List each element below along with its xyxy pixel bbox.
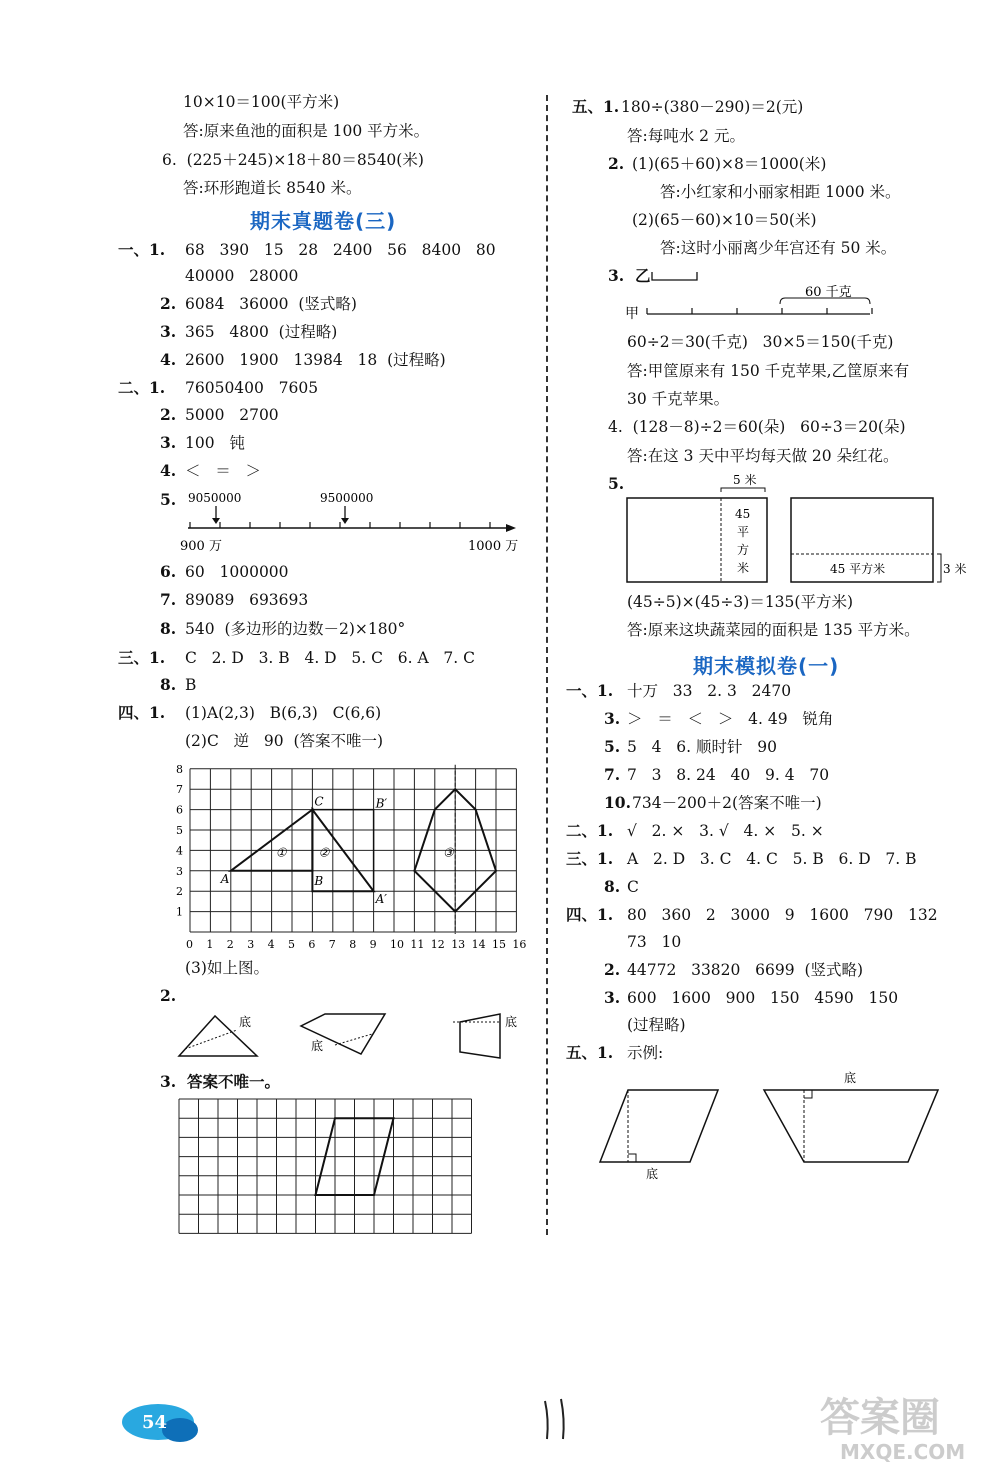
- y-tick-label: 7: [176, 783, 183, 797]
- question-number: 2.: [160, 405, 177, 424]
- question-number: 5.: [160, 490, 177, 509]
- numberline-start: 900 万: [180, 539, 222, 554]
- x-tick-label: 11: [410, 938, 425, 951]
- text-line: 答:环形跑道长 8540 米。: [183, 179, 362, 197]
- base-label: 底: [239, 1015, 252, 1029]
- example-shapes: [598, 1068, 943, 1181]
- base-label: 底: [505, 1015, 518, 1029]
- question-number: 4.: [160, 350, 177, 369]
- answer-text: (3)如上图。: [185, 959, 269, 977]
- area-label: 方: [737, 543, 750, 557]
- answer-text: √ 2. × 3. √ 4. × 5. ×: [627, 822, 824, 840]
- point-label-a: A: [220, 871, 230, 886]
- answer-text: 40000 28000: [185, 267, 299, 285]
- jia-label: 甲: [625, 306, 639, 322]
- text-line: 10×10＝100(平方米): [183, 93, 340, 111]
- y-tick-label: 4: [176, 844, 183, 858]
- region-label: ①: [275, 845, 287, 860]
- answer-text: (45÷5)×(45÷3)＝135(平方米): [627, 593, 853, 611]
- section-title: 期末真题卷(三): [250, 209, 397, 233]
- answer-text: 100 钝: [185, 434, 245, 452]
- answer-text: ＞ ＝ ＜ ＞ 4. 49 锐角: [627, 710, 834, 728]
- answer-text: 答:小红家和小丽家相距 1000 米。: [660, 183, 901, 201]
- x-tick-label: 9: [369, 938, 377, 951]
- answer-text: (2)(65－60)×10＝50(米): [632, 211, 817, 229]
- y-tick-label: 6: [176, 803, 183, 817]
- base-label: 底: [646, 1167, 659, 1181]
- question-number: 五、1.: [572, 97, 620, 116]
- question-number: 7.: [160, 590, 177, 609]
- question-number: 四、1.: [118, 703, 166, 722]
- point-label-c: C: [314, 794, 324, 809]
- answer-text: 44772 33820 6699 (竖式略): [627, 961, 864, 979]
- answer-text: (过程略): [627, 1016, 686, 1034]
- x-tick-label: 12: [430, 938, 445, 951]
- question-number: 五、1.: [566, 1043, 614, 1062]
- point-label-b: B: [314, 873, 324, 888]
- y-tick-label: 5: [176, 824, 183, 837]
- x-tick-label: 15: [492, 938, 506, 951]
- area-label: 45 平方米: [830, 562, 886, 576]
- numberline-label-a: 9050000: [188, 491, 242, 505]
- answer-text: A 2. D 3. C 4. C 5. B 6. D 7. B: [627, 850, 917, 868]
- column-divider: [546, 95, 548, 1235]
- coordinate-grid: [170, 760, 530, 955]
- watermark-url: MXQE.COM: [840, 1440, 966, 1464]
- handwritten-mark: [535, 1395, 575, 1445]
- point-label-b-prime: B′: [375, 796, 388, 811]
- answer-text: 73 10: [627, 933, 682, 951]
- area-label: 平: [737, 525, 750, 539]
- answer-text: ＜ ＝ ＞: [185, 462, 262, 480]
- question-number: 2.: [160, 986, 177, 1005]
- x-tick-label: 4: [267, 938, 275, 951]
- region-label: ②: [318, 845, 330, 860]
- question-number: 8.: [160, 619, 177, 638]
- x-tick-label: 1: [206, 938, 214, 951]
- x-tick-label: 7: [328, 938, 336, 951]
- question-number: 3. 乙: [608, 266, 651, 285]
- answer-text: 十万 33 2. 3 2470: [627, 682, 792, 700]
- watermark: 答案圈: [820, 1395, 940, 1441]
- answer-text: 5 4 6. 顺时针 90: [627, 738, 778, 756]
- question-number: 4.: [160, 461, 177, 480]
- question-number: 2.: [604, 960, 621, 979]
- answer-text: 180÷(380－290)＝2(元): [621, 98, 804, 116]
- x-tick-label: 13: [451, 938, 466, 951]
- x-tick-label: 14: [471, 938, 486, 951]
- question-number: 一、1.: [118, 240, 166, 259]
- page-number: 54: [142, 1412, 168, 1433]
- height-drawings: [175, 1012, 535, 1062]
- numberline-end: 1000 万: [468, 539, 519, 554]
- text-line: 6. (225＋245)×18＋80＝8540(米): [162, 151, 424, 169]
- question-number: 三、1.: [566, 849, 614, 868]
- y-tick-label: 1: [176, 905, 183, 919]
- question-number: 3. 答案不唯一。: [160, 1072, 280, 1091]
- width-label: 5 米: [733, 473, 757, 487]
- region-label: ③: [443, 845, 454, 860]
- answer-text: 60÷2＝30(千克) 30×5＝150(千克): [627, 333, 894, 351]
- question-number: 一、1.: [566, 681, 614, 700]
- question-number: 5.: [608, 474, 625, 493]
- answer-text: 答:原来这块蔬菜园的面积是 135 平方米。: [627, 621, 920, 639]
- text-line: 答:原来鱼池的面积是 100 平方米。: [183, 122, 430, 140]
- page-number-badge: [118, 1396, 208, 1446]
- answer-text: 68 390 15 28 2400 56 8400 80: [185, 241, 496, 259]
- answer-text: 600 1600 900 150 4590 150: [627, 989, 899, 1007]
- question-number: 二、1.: [118, 378, 166, 397]
- question-number: 10.: [604, 793, 631, 812]
- answer-text: 示例:: [627, 1044, 664, 1062]
- answer-text: 答:这时小丽离少年宫还有 50 米。: [660, 239, 897, 257]
- answer-text: 734－200＋2(答案不唯一): [632, 794, 822, 812]
- question-number: 二、1.: [566, 821, 614, 840]
- side-label: 3 米: [943, 562, 967, 576]
- area-label: 米: [737, 561, 750, 575]
- answer-text: 7 3 8. 24 40 9. 4 70: [627, 766, 830, 784]
- y-tick-label: 8: [176, 762, 183, 776]
- answer-text: (1)(65＋60)×8＝1000(米): [632, 155, 827, 173]
- answer-text: 30 千克苹果。: [627, 390, 730, 408]
- answer-text: 365 4800 (过程略): [185, 323, 338, 341]
- garden-diagram: [625, 470, 980, 588]
- y-tick-label: 3: [176, 864, 183, 878]
- answer-text: 4. (128－8)÷2＝60(朵) 60÷3＝20(朵): [608, 418, 906, 436]
- area-label: 45: [735, 507, 751, 521]
- answer-text: 76050400 7605: [185, 379, 319, 397]
- answer-text: (2)C 逆 90 (答案不唯一): [185, 732, 384, 750]
- answer-text: 5000 2700: [185, 406, 279, 424]
- x-tick-label: 10: [390, 938, 404, 951]
- y-tick-label: 2: [176, 885, 183, 899]
- answer-text: 6084 36000 (竖式略): [185, 295, 357, 313]
- question-number: 3.: [160, 322, 177, 341]
- section-title: 期末模拟卷(一): [693, 654, 840, 678]
- answer-text: C: [627, 878, 639, 896]
- question-number: 3.: [604, 988, 621, 1007]
- answer-text: 2600 1900 13984 18 (过程略): [185, 351, 446, 369]
- question-number: 7.: [604, 765, 621, 784]
- x-tick-label: 6: [308, 938, 316, 951]
- drawing-grid: [178, 1098, 478, 1238]
- question-number: 8.: [604, 877, 621, 896]
- point-label-a-prime: A′: [375, 892, 387, 907]
- answer-text: (1)A(2,3) B(6,3) C(6,6): [185, 704, 382, 722]
- question-number: 8.: [160, 675, 177, 694]
- answer-text: 60 1000000: [185, 563, 289, 581]
- question-number: 三、1.: [118, 648, 166, 667]
- answer-text: B: [185, 676, 197, 694]
- answer-text: 80 360 2 3000 9 1600 790 132: [627, 906, 938, 924]
- x-tick-label: 8: [349, 938, 357, 951]
- x-tick-label: 5: [288, 938, 295, 951]
- question-number: 5.: [604, 737, 621, 756]
- kg-label: 60 千克: [805, 285, 852, 300]
- answer-text: 答:甲筐原来有 150 千克苹果,乙筐原来有: [627, 362, 910, 380]
- question-number: 2.: [160, 294, 177, 313]
- x-tick-label: 2: [226, 938, 234, 951]
- segment-diagram: [625, 266, 895, 326]
- question-number: 四、1.: [566, 905, 614, 924]
- answer-text: 89089 693693: [185, 591, 309, 609]
- answer-text: C 2. D 3. B 4. D 5. C 6. A 7. C: [185, 649, 475, 667]
- base-label: 底: [311, 1039, 324, 1053]
- question-number: 2.: [608, 154, 625, 173]
- x-tick-label: 16: [512, 938, 527, 951]
- answer-text: 540 (多边形的边数－2)×180°: [185, 620, 406, 638]
- number-line: [180, 488, 525, 558]
- numberline-label-b: 9500000: [320, 491, 374, 505]
- x-tick-label: 0: [186, 938, 193, 951]
- answer-text: 答:在这 3 天中平均每天做 20 朵红花。: [627, 447, 899, 465]
- base-label: 底: [844, 1071, 857, 1085]
- question-number: 6.: [160, 562, 177, 581]
- question-number: 3.: [160, 433, 177, 452]
- question-number: 3.: [604, 709, 621, 728]
- x-tick-label: 3: [247, 938, 255, 951]
- answer-text: 答:每吨水 2 元。: [627, 127, 745, 145]
